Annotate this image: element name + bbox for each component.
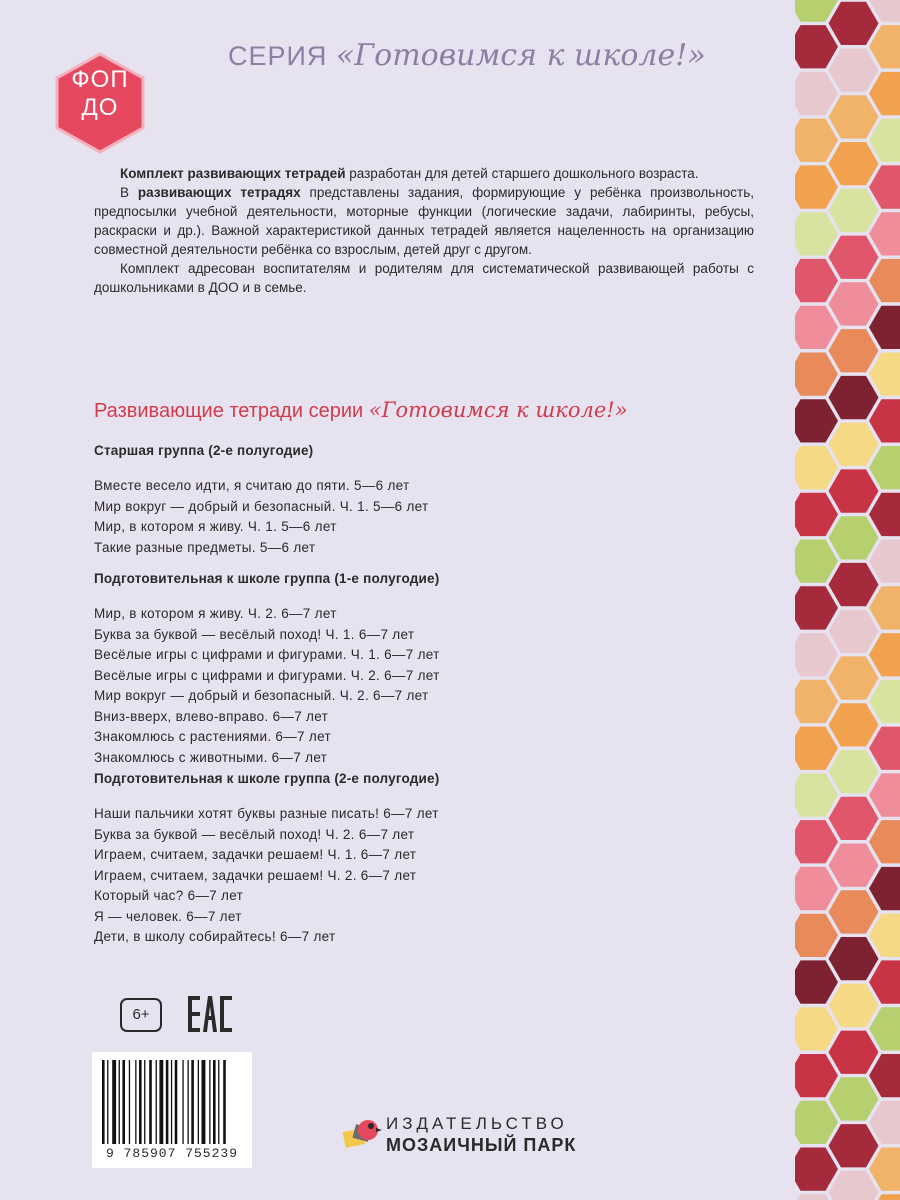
list-item: Играем, считаем, задачки решаем! Ч. 2. 6—7 лет <box>94 867 417 883</box>
list-item: Весёлые игры с цифрами и фигурами. Ч. 1. 6—7 лет <box>94 647 440 662</box>
hexagon-pattern-icon <box>795 0 900 1200</box>
publisher-name: МОЗАИЧНЫЙ ПАРК <box>386 1135 577 1155</box>
group-preparatory-1 <box>94 570 694 768</box>
section-title: Развивающие тетради серии «Готовимся к школе!» <box>94 398 628 422</box>
list-item: Наши пальчики хотят буквы разные писать! 6—7 лет <box>94 806 439 821</box>
list-item: Знакомлюсь с растениями. 6—7 лет <box>94 729 331 744</box>
fop-do-badge-label: ФОП ДО <box>71 66 129 121</box>
barcode-bars-icon <box>92 1052 252 1148</box>
list-item: Вниз-вверх, влево-вправо. 6—7 лет <box>94 708 329 724</box>
list-item: Мир вокруг — добрый и безопасный. Ч. 2. 6—7 лет <box>94 688 429 703</box>
group-title: Подготовительная к школе группа (1-е полугодие) <box>94 571 440 586</box>
group-preparatory-2 <box>94 770 694 948</box>
list-item: Буква за буквой — весёлый поход! Ч. 2. 6—7 лет <box>94 826 415 842</box>
book-list <box>94 604 694 768</box>
list-item: Буква за буквой — весёлый поход! Ч. 1. 6—7 лет <box>94 626 415 642</box>
list-item: Мир вокруг — добрый и безопасный. Ч. 1. 5—6 лет <box>94 498 429 514</box>
eac-mark-icon <box>188 996 232 1032</box>
list-item: Вместе весело идти, я считаю до пяти. 5—6 лет <box>94 478 410 493</box>
list-item: Я — человек. 6—7 лет <box>94 908 242 924</box>
series-name: «Готовимся к школе!» <box>335 38 706 73</box>
list-item: Мир, в котором я живу. Ч. 1. 5—6 лет <box>94 519 337 534</box>
intro-text <box>94 164 754 297</box>
intro-paragraph-3: Комплект адресован воспитателям и родителям для систематической развивающей работы с дошкольниками в ДОО и в семье. <box>94 261 754 295</box>
book-list <box>94 804 694 948</box>
intro-paragraph-2: В развивающих тетрадях представлены задания, формирующие у ребёнка произвольность, предпосылки учебной деятельности, моторные функции (логические задачи, лабиринты, ребусы, раскраски и др.). Важной характеристикой данных тетрадей является нацеленность на организацию совместной деятельности ребёнка со взрослым, детей друг с другом. <box>94 185 754 257</box>
intro-paragraph-1: Комплект развивающих тетрадей разработан для детей старшего дошкольного возраста. <box>120 166 699 181</box>
series-word: СЕРИЯ <box>228 41 328 71</box>
publisher-label: ИЗДАТЕЛЬСТВО <box>386 1114 568 1133</box>
age-rating-badge: 6+ <box>120 998 162 1032</box>
list-item: Знакомлюсь с животными. 6—7 лет <box>94 749 328 765</box>
group-title: Старшая группа (2-е полугодие) <box>94 443 314 458</box>
list-item: Весёлые игры с цифрами и фигурами. Ч. 2. 6—7 лет <box>94 667 440 683</box>
book-list <box>94 476 694 558</box>
series-header <box>228 38 706 73</box>
list-item: Мир, в котором я живу. Ч. 2. 6—7 лет <box>94 606 337 621</box>
group-senior <box>94 442 694 558</box>
list-item: Такие разные предметы. 5—6 лет <box>94 539 316 555</box>
group-title: Подготовительная к школе группа (2-е полугодие) <box>94 771 440 786</box>
list-item: Играем, считаем, задачки решаем! Ч. 1. 6—7 лет <box>94 847 417 862</box>
barcode-number: 9 785907 755239 <box>92 1146 252 1161</box>
list-item: Который час? 6—7 лет <box>94 888 244 903</box>
bird-logo-icon <box>340 1108 384 1152</box>
list-item: Дети, в школу собирайтесь! 6—7 лет <box>94 929 336 944</box>
